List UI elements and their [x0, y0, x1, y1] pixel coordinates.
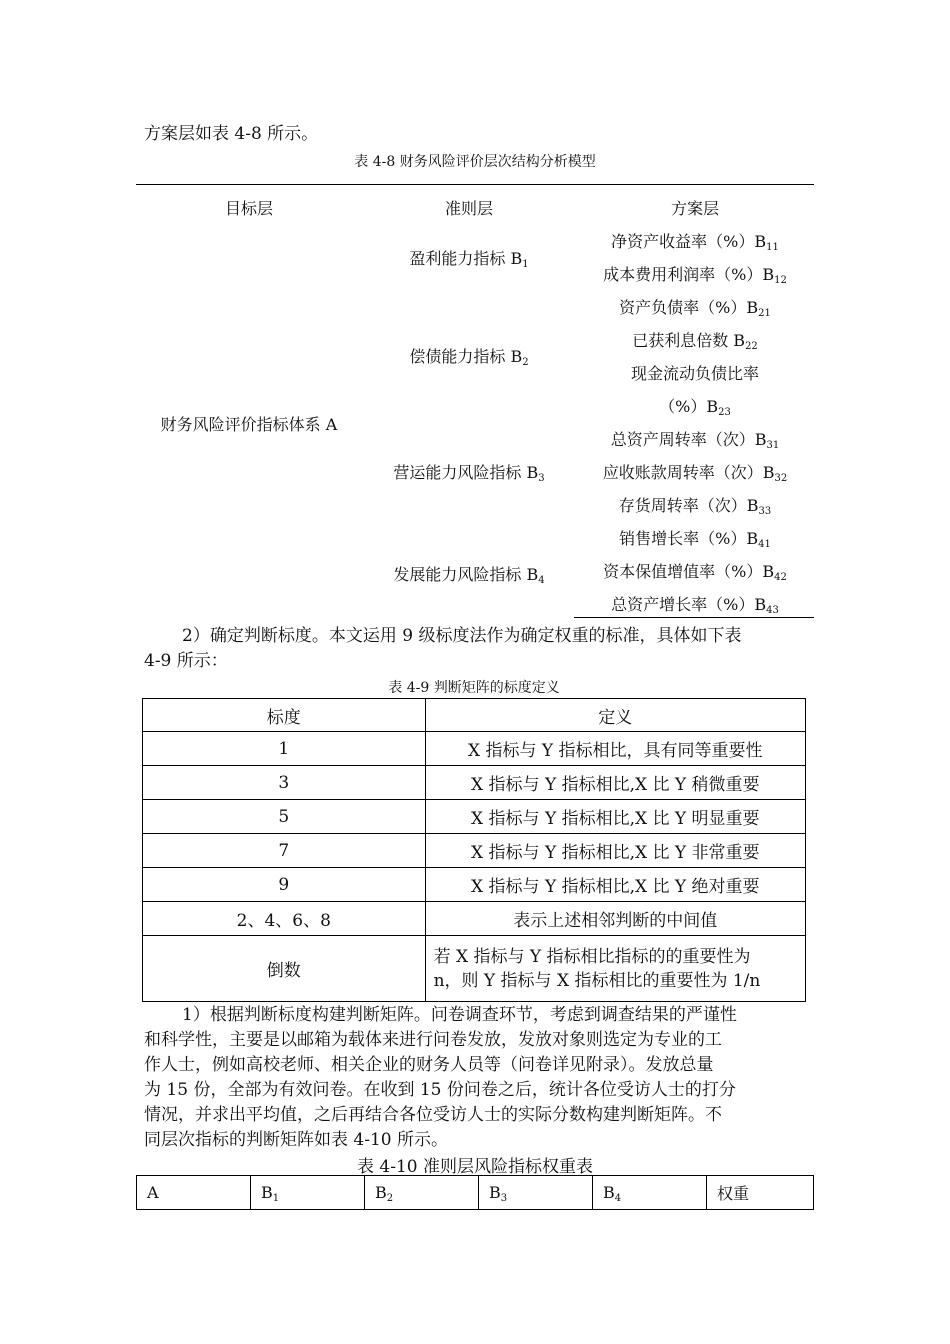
table48 — [136, 184, 814, 618]
para3-line4: 为 15 份，全部为有效问卷。在收到 15 份问卷之后，统计各位受访人士的打分 — [144, 1080, 736, 1100]
table48-bottom-rule — [574, 617, 814, 618]
table49 — [142, 698, 806, 1002]
definition-cell: X 指标与 Y 指标相比,X 比 Y 明显重要 — [425, 800, 805, 834]
alt-b12: 成本费用利润率$(\%)B_{12}$ — [603, 265, 787, 286]
definition-cell: X 指标与 Y 指标相比,X 比 Y 非常重要 — [425, 834, 805, 868]
criteria-b2: 偿债能力指标 $B_2$ — [409, 347, 529, 368]
alt-b33: 存货周转率（次）$B_{33}$ — [618, 496, 772, 517]
para3-line1: 1）根据判断标度构建判断矩阵。问卷调查环节，考虑到调查结果的严谨性 — [182, 1005, 737, 1025]
table48-caption: 表 4-8 财务风险评价层次结构分析模型 — [354, 154, 596, 170]
alt-b32: 应收账款周转率（次）$B_{32}$ — [602, 463, 788, 484]
table-row — [143, 868, 806, 902]
criteria-b4: 发展能力风险指标 $B_4$ — [393, 565, 545, 586]
definition-line1: 若 X 指标与 Y 指标相比指标的的重要性为 — [433, 946, 751, 967]
table-row — [143, 732, 806, 766]
table48-header-alternatives: 方案层 — [670, 199, 719, 218]
definition-cell — [425, 936, 805, 1002]
table-row — [143, 936, 806, 1002]
criteria-b3: 营运能力风险指标 $B_3$ — [393, 463, 545, 484]
criteria-b1: 盈利能力指标 $B_1$ — [409, 249, 529, 270]
table-row — [143, 766, 806, 800]
table410 — [136, 1175, 814, 1210]
table49-header-row — [143, 699, 806, 732]
definition-cell: X 指标与 Y 指标相比,X 比 Y 绝对重要 — [425, 868, 805, 902]
table410-header-b3: $B_3$ — [479, 1176, 593, 1210]
table410-header-b1: $B_1$ — [251, 1176, 365, 1210]
scale-cell: 5 — [143, 800, 426, 834]
para3-line2: 和科学性，主要是以邮箱为载体来进行问卷发放，发放对象则选定为专业的工 — [144, 1030, 722, 1050]
table410-header-b2: $B_2$ — [365, 1176, 479, 1210]
scale-cell: 7 — [143, 834, 426, 868]
scale-cell: 9 — [143, 868, 426, 902]
table49-header-scale: 标度 — [143, 699, 426, 732]
alt-b21: 资产负债率$(\%)B_{21}$ — [619, 298, 771, 319]
scale-cell: 2、4、6、8 — [143, 902, 426, 936]
para2-line2: 4-9 所示： — [144, 651, 228, 671]
definition-line2: n，则 Y 指标与 X 指标相比的重要性为 1/n — [433, 970, 761, 991]
definition-cell: X 指标与 Y 指标相比，具有同等重要性 — [425, 732, 805, 766]
table48-top-rule — [136, 184, 814, 185]
para2-line1: 2）确定判断标度。本文运用 9 级标度法作为确定权重的标准，具体如下表 — [182, 626, 742, 646]
alt-b22: 已获利息倍数 $B_{22}$ — [632, 331, 758, 352]
table-row — [143, 902, 806, 936]
alt-b23-line2: $(\%)B_{23}$ — [659, 397, 731, 418]
para3-line5: 情况，并求出平均值，之后再结合各位受访人士的实际分数构建判断矩阵。不 — [144, 1105, 722, 1125]
table48-header-goal: 目标层 — [224, 199, 273, 218]
intro-line: 方案层如表 4-8 所示。 — [144, 124, 319, 144]
table49-header-definition: 定义 — [425, 699, 805, 732]
table410-header-row — [137, 1176, 814, 1210]
table410-header-a: A — [137, 1176, 251, 1210]
scale-cell: 3 — [143, 766, 426, 800]
alt-b42: 资本保值增值率$(\%)B_{42}$ — [603, 562, 787, 583]
alt-b43: 总资产增长率$(\%)B_{43}$ — [611, 595, 779, 616]
alt-b31: 总资产周转率（次）$B_{31}$ — [610, 430, 780, 451]
para3-line6: 同层次指标的判断矩阵如表 4-10 所示。 — [144, 1130, 448, 1150]
scale-cell: 1 — [143, 732, 426, 766]
table48-header-criteria: 准则层 — [444, 199, 493, 218]
definition-cell: 表示上述相邻判断的中间值 — [425, 902, 805, 936]
scale-cell: 倒数 — [143, 936, 426, 1002]
alt-b11: 净资产收益率$(\%)B_{11}$ — [611, 232, 779, 253]
table410-header-weight: 权重 — [707, 1176, 814, 1210]
table-row — [143, 800, 806, 834]
alt-b23-line1: 现金流动负债比率 — [630, 364, 759, 383]
table-row — [143, 834, 806, 868]
alt-b41: 销售增长率$(\%)B_{41}$ — [619, 529, 771, 550]
table410-header-b4: $B_4$ — [593, 1176, 707, 1210]
table49-caption: 表 4-9 判断矩阵的标度定义 — [388, 680, 560, 696]
para3-line3: 作人士，例如高校老师、相关企业的财务人员等（问卷详见附录）。发放总量 — [144, 1055, 714, 1075]
definition-cell: X 指标与 Y 指标相比,X 比 Y 稍微重要 — [425, 766, 805, 800]
table410-caption: 表 4-10 准则层风险指标权重表 — [357, 1157, 593, 1177]
table48-goal: 财务风险评价指标体系 A — [160, 415, 338, 434]
